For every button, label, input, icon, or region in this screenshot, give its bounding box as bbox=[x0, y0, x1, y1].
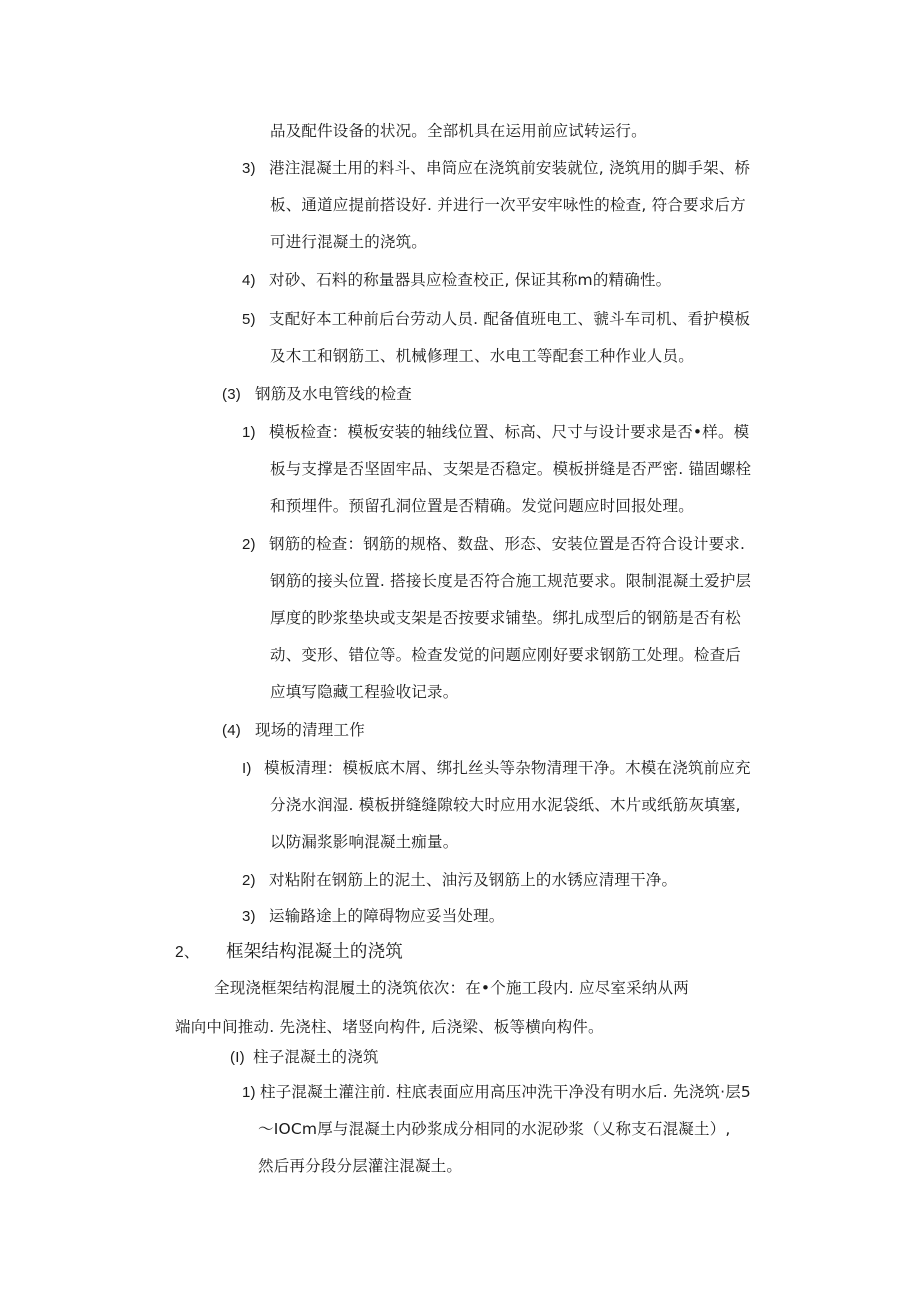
list-item: 2) 对粘附在钢筋上的泥土、油污及钢筋上的水锈应清理干净。 bbox=[242, 871, 678, 889]
paragraph-line: 品及配件设备的状况。全部机具在运用前应试转运行。 bbox=[270, 122, 647, 140]
paragraph-line: 和预埋件。预留孔洞位置是否精确。发觉问题应时回报处理。 bbox=[270, 497, 694, 515]
list-item: 2) 钢筋的检查：钢筋的规格、数盘、形态、安装位置是否符合设计要求. bbox=[242, 535, 746, 553]
list-item: I) 模板清理：模板底木屑、绑扎丝头等杂物清理干净。木模在浇筑前应充 bbox=[242, 759, 751, 777]
paragraph-line: 板与支撑是否坚固牢品、支架是否稳定。模板拼缝是否严密. 锚固螺栓 bbox=[270, 460, 752, 478]
list-marker: (I) bbox=[230, 1049, 245, 1066]
chapter-heading: 2、 框架结构混凝土的浇筑 bbox=[175, 942, 403, 962]
list-item: 5) 支配好本工种前后台劳动人员. 配备值班电工、虢斗车司机、看护模板 bbox=[242, 310, 751, 328]
list-item: 1) 柱子混凝土灌注前. 柱底表面应用高压冲洗干净没有明水后. 先浇筑·层5 bbox=[242, 1083, 751, 1101]
list-marker: 5) bbox=[242, 311, 256, 328]
list-marker: 2) bbox=[242, 536, 256, 553]
list-marker: 3) bbox=[242, 908, 256, 925]
list-marker: I) bbox=[242, 760, 252, 777]
paragraph-line: 应填写隐藏工程验收记录。 bbox=[270, 683, 459, 701]
list-marker: 3) bbox=[242, 160, 256, 177]
paragraph-line: 〜IOCm厚与混凝土内砂浆成分相同的水泥砂浆（乂称支石混凝土）, bbox=[258, 1120, 731, 1138]
paragraph-line: 厚度的眇浆垫块或支架是否按要求铺垫。绑扎成型后的钢筋是否有松 bbox=[270, 609, 742, 627]
list-item: 4) 对砂、石料的称量器具应检查校正, 保证其称m的精确性。 bbox=[242, 271, 672, 289]
paragraph-line: 然后再分段分层灌注混凝土。 bbox=[258, 1157, 463, 1175]
paragraph-line: 分浇水润湿. 模板拼缝缝隙较大时应用水泥袋纸、木片或纸筋灰填塞, bbox=[270, 796, 741, 814]
paragraph-line: 可进行混凝土的浇筑。 bbox=[270, 233, 428, 251]
list-marker: 4) bbox=[242, 272, 256, 289]
list-item: 1) 模板检查：模板安装的轴线位置、标高、尺寸与设计要求是否•样。模 bbox=[242, 423, 750, 441]
section-heading: (3) 钢筋及水电管线的检查 bbox=[222, 385, 413, 403]
paragraph-line: 以防漏浆影响混凝土痂量。 bbox=[270, 833, 459, 851]
list-marker: 1) bbox=[242, 1084, 256, 1101]
section-heading: (4) 现场的清理工作 bbox=[222, 721, 365, 739]
list-item: 3) 运输路途上的障碍物应妥当处理。 bbox=[242, 907, 505, 925]
list-marker: 2、 bbox=[175, 944, 200, 961]
list-marker: 1) bbox=[242, 424, 256, 441]
list-marker: (4) bbox=[222, 722, 241, 739]
paragraph-line: 板、通道应提前搭设好. 并进行一次平安牢咏性的检查, 符合要求后方 bbox=[270, 196, 746, 214]
paragraph-line: 全现浇框架结构混履土的浇筑依次：在•个施工段内. 应尽室采纳从两 bbox=[214, 979, 689, 997]
list-marker: 2) bbox=[242, 872, 256, 889]
section-heading: (I) 柱子混凝土的浇筑 bbox=[230, 1048, 379, 1066]
paragraph-line: 动、变形、错位等。检查发觉的问题应刚好要求钢筋工处理。检查后 bbox=[270, 646, 742, 664]
paragraph-line: 及木工和钢筋工、机械修理工、水电工等配套工种作业人员。 bbox=[270, 347, 694, 365]
list-marker: (3) bbox=[222, 386, 241, 403]
list-item: 3) 港注混凝土用的料斗、串筒应在浇筑前安装就位, 浇筑用的脚手架、桥 bbox=[242, 159, 751, 177]
paragraph-line: 钢筋的接头位置. 搭接长度是否符合施工规范要求。限制混凝土爱护层 bbox=[270, 572, 752, 590]
paragraph-line: 端向中间推动. 先浇柱、堵竖向构件, 后浇梁、板等横向构件。 bbox=[175, 1018, 604, 1036]
